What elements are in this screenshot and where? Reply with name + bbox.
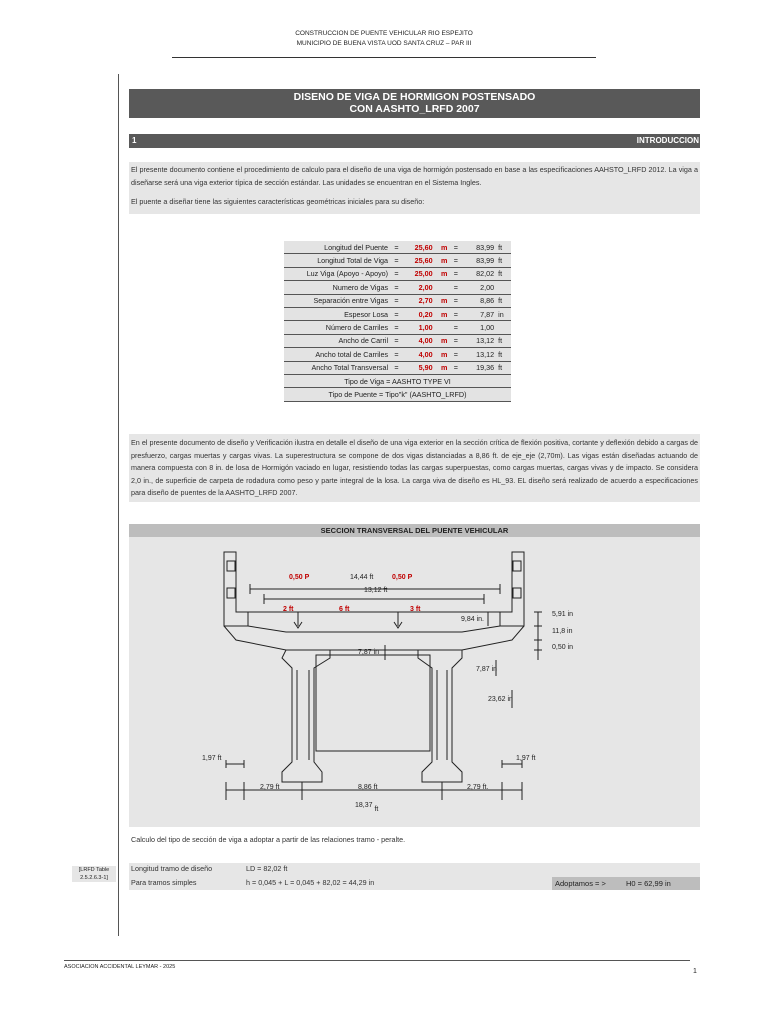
row-converted-unit: ft (496, 241, 511, 254)
tipo-puente: Tipo de Puente = Tipo"k" (AASHTO_LRFD) (284, 388, 511, 401)
dim-591: 5,91 in (552, 611, 574, 618)
row-converted: 8,86 (462, 294, 496, 307)
axle-spacing-label: 14,44 ft (350, 574, 374, 581)
row-value: 25,60 (403, 241, 435, 254)
row-converted: 83,99 (462, 241, 496, 254)
row-converted: 13,12 (462, 334, 496, 347)
row-converted: 1,00 (462, 321, 496, 334)
row-label: Ancho total de Carriles (284, 348, 390, 361)
intro-paragraph-2: El puente a diseñar tiene las siguientes características geométricas iniciales para su diseño: (131, 197, 425, 206)
dim-984-value: 9,84 (461, 616, 475, 623)
header-municipality: MUNICIPIO DE BUENA VISTA UOD SANTA CRUZ – PAR III (296, 40, 472, 47)
row-value: 25,60 (403, 254, 435, 267)
row-value: 4,00 (403, 334, 435, 347)
row-unit: m (435, 361, 450, 374)
dim-197-left: 1,97 ft (202, 755, 222, 762)
row-converted: 83,99 (462, 254, 496, 267)
dim-886: 8,86 ft (358, 784, 378, 791)
row-converted: 7,87 (462, 307, 496, 320)
row-eq: = (390, 321, 403, 334)
row-label: Longitud Total de Viga (284, 254, 390, 267)
right-barrier (500, 552, 524, 626)
dim-050: 0,50 in (552, 644, 574, 651)
row-eq: = (390, 361, 403, 374)
diaphragm (316, 655, 430, 751)
row-eq: = (390, 307, 403, 320)
row-eq2: = (449, 294, 462, 307)
calc-intro: Calculo del tipo de sección de viga a adoptar a partir de las relaciones tramo - peralte. (131, 835, 406, 844)
row-eq2: = (449, 307, 462, 320)
row-converted-unit: ft (496, 294, 511, 307)
row-unit: m (435, 334, 450, 347)
dim-3ft: 3 ft (410, 606, 421, 613)
lane-width-label: 13,12 ft (364, 587, 388, 594)
row-label: Separación entre Vigas (284, 294, 390, 307)
row-value: 1,00 (403, 321, 435, 334)
row-eq2: = (449, 361, 462, 374)
row-value: 4,00 (403, 348, 435, 361)
adopt-label: Adoptamos = > (555, 879, 606, 888)
dim-787-web (476, 666, 497, 673)
row-eq2: = (449, 241, 462, 254)
calc-row1-label: Longitud tramo de diseño (131, 864, 213, 873)
diagram-title: SECCION TRANSVERSAL DEL PUENTE VEHICULAR (129, 524, 700, 537)
title-line-2: CON AASHTO_LRFD 2007 (349, 103, 480, 115)
row-label: Ancho de Carril (284, 334, 390, 347)
row-eq2: = (449, 254, 462, 267)
header-project: CONSTRUCCION DE PUENTE VEHICULAR RIO ESPEJITO (295, 30, 473, 37)
row-converted-unit: ft (496, 254, 511, 267)
row-unit: m (435, 294, 450, 307)
row-value: 5,90 (403, 361, 435, 374)
row-label: Espesor Losa (284, 307, 390, 320)
row-eq2: = (449, 321, 462, 334)
row-converted-unit: ft (496, 348, 511, 361)
adopt-value: H0 = 62,99 in (626, 879, 671, 888)
row-converted: 13,12 (462, 348, 496, 361)
footer-org: ASOCIACION ACCIDENTAL LEYMAR - 2025 (64, 964, 176, 970)
row-value: 2,00 (403, 281, 435, 294)
dim-279-right: 2,79 ft. (467, 784, 489, 791)
dim-197-right: 1,97 ft (516, 755, 536, 762)
row-unit: m (435, 241, 450, 254)
description-paragraph: En el presente documento de diseño y Verificación ilustra en detalle el diseño de una viga exterior en la sección crítica de flexión positiva, cortante y deflexión debido a cargas de presfuerzo, cargas muertas y cargas vivas. La superestructura se compone de dos vigas distanciadas a 8,86 ft. de eje_eje (2,70m). Las vigas están diseñadas actuando de manera compuesta con 8 in. de losa de Hormigón vaciado en lugar, resistiendo todas las cargas superpuestas, como cargas muertas, cargas vivas y de impacto. Se considera 2,0 in., de superficie de carpeta de rodadura como peso y parte integral de la losa. La carga viva de diseño es HL_93. EL diseño será realizado de acuerdo a especificaciones para diseño de puentes de la AASHTO_LRFD 2007. (131, 438, 698, 497)
dim-2ft: 2 ft (283, 606, 294, 613)
calc-row2-label: Para tramos simples (131, 878, 197, 887)
row-unit: m (435, 267, 450, 280)
dim-1837 (355, 802, 379, 813)
row-eq: = (390, 254, 403, 267)
load-left-label: 0,50 P (289, 574, 310, 581)
row-converted-unit: in (496, 307, 511, 320)
tipo-viga: Tipo de Viga = AASHTO TYPE VI (284, 374, 511, 387)
dim-787-web-unit: in (491, 666, 498, 673)
row-converted: 2,00 (462, 281, 496, 294)
row-converted-unit: ft (496, 267, 511, 280)
dim-2362-value: 23,62 (488, 696, 506, 703)
page-number: 1 (693, 968, 697, 975)
dim-787-slab (358, 649, 379, 656)
row-eq2: = (449, 267, 462, 280)
row-value: 25,00 (403, 267, 435, 280)
left-barrier (224, 552, 248, 626)
dim-787-slab-value: 7,87 (358, 649, 372, 656)
footer-rule (64, 960, 690, 961)
row-eq: = (390, 294, 403, 307)
row-eq2: = (449, 348, 462, 361)
row-label: Luz Viga (Apoyo - Apoyo) (284, 267, 390, 280)
dim-787-web-value: 7,87 (476, 666, 490, 673)
row-value: 0,20 (403, 307, 435, 320)
row-unit: m (435, 348, 450, 361)
calc-row1-expr: LD = 82,02 ft (246, 864, 288, 873)
row-unit: m (435, 254, 450, 267)
row-value: 2,70 (403, 294, 435, 307)
calc-row2-expr: h = 0,045 + L = 0,045 + 82,02 = 44,29 in (246, 878, 375, 887)
dim-984-unit: in. (476, 616, 484, 623)
left-girder (282, 650, 330, 782)
section-label: INTRODUCCION (636, 136, 699, 145)
row-eq2: = (449, 334, 462, 347)
row-converted: 82,02 (462, 267, 496, 280)
row-eq: = (390, 267, 403, 280)
dim-2362 (488, 696, 513, 703)
row-label: Longitud del Puente (284, 241, 390, 254)
dim-1837-value: 18,37 (355, 802, 373, 809)
intro-paragraph: El presente documento contiene el procedimiento de calculo para el diseño de una viga de hormigón postensado en base a las especificaciones AAHSTO_LRFD 2012. La viga a diseñarse será una viga exterior típica de sección estándar. Las unidades se encuentran en el Sistema Ingles. (131, 165, 698, 187)
adopt-box (552, 877, 700, 890)
right-girder (418, 650, 462, 782)
dim-118: 11,8 in (552, 628, 573, 635)
row-unit: m (435, 307, 450, 320)
dim-279-left: 2,79 ft (260, 784, 280, 791)
row-label: Número de Carriles (284, 321, 390, 334)
dim-984 (461, 616, 484, 623)
row-label: Ancho Total Transversal (284, 361, 390, 374)
section-number: 1 (132, 136, 137, 145)
row-eq: = (390, 334, 403, 347)
row-eq: = (390, 281, 403, 294)
row-converted: 19,36 (462, 361, 496, 374)
row-converted-unit: ft (496, 361, 511, 374)
row-converted-unit: ft (496, 334, 511, 347)
dim-2362-unit: in (507, 696, 513, 703)
row-eq2: = (449, 281, 462, 294)
lrfd-reference: [LRFD Table 2.5.2.6.3-1] (72, 866, 116, 882)
row-eq: = (390, 241, 403, 254)
title-line-1: DISENO DE VIGA DE HORMIGON POSTENSADO (293, 91, 536, 103)
row-eq: = (390, 348, 403, 361)
row-label: Numero de Vigas (284, 281, 390, 294)
dim-1837-unit: ft (374, 806, 379, 813)
load-right-label: 0,50 P (392, 574, 413, 581)
dim-787-slab-unit: in (373, 649, 380, 656)
dim-6ft: 6 ft (339, 606, 350, 613)
